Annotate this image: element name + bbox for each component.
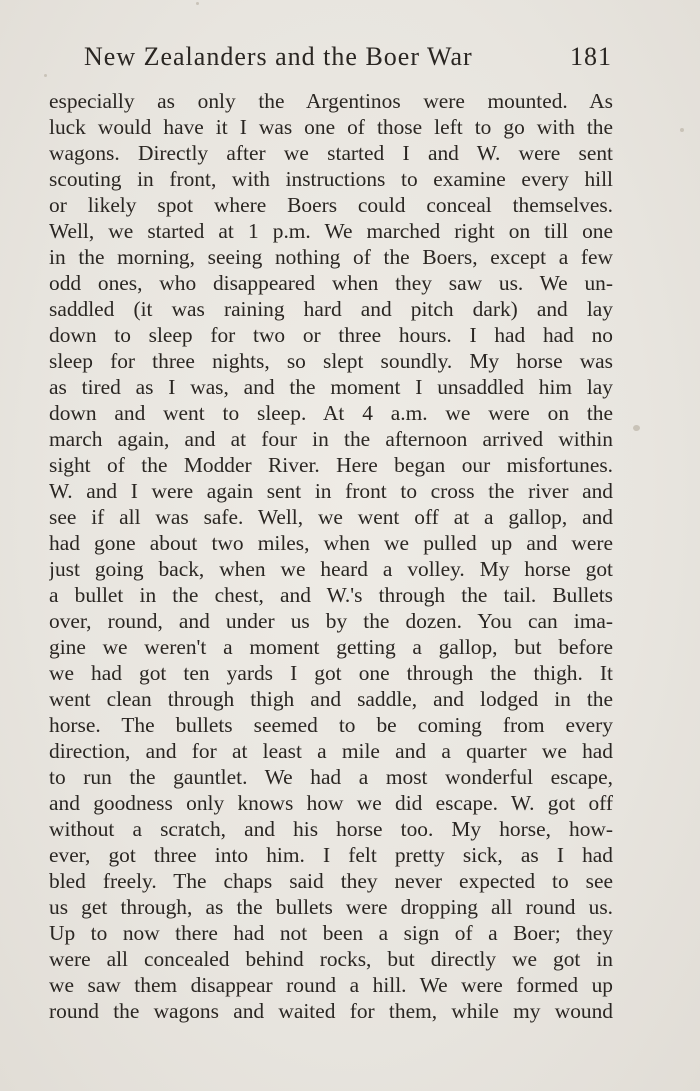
text-line: see if all was safe. Well, we went off at a gallop, and <box>49 505 613 529</box>
text-line: luck would have it I was one of those left to go with the <box>49 115 613 139</box>
paper-speck <box>196 2 199 5</box>
text-line: sleep for three nights, so slept soundly. My horse was <box>49 349 613 373</box>
text-line: gine we weren't a moment getting a gallop, but before <box>49 635 613 659</box>
page-number: 181 <box>570 42 612 71</box>
text-line: or likely spot where Boers could conceal themselves. <box>49 193 613 217</box>
text-line: went clean through thigh and saddle, and lodged in the <box>49 687 613 711</box>
text-line: a bullet in the chest, and W.'s through the tail. Bullets <box>49 583 613 607</box>
text-line: sight of the Modder River. Here began our misfortunes. <box>49 453 613 477</box>
running-title: New Zealanders and the Boer War <box>84 42 473 71</box>
text-line: were all concealed behind rocks, but directly we got in <box>49 947 613 971</box>
text-line: scouting in front, with instructions to examine every hill <box>49 167 613 191</box>
text-line: round the wagons and waited for them, while my wound <box>49 999 613 1023</box>
text-line: to run the gauntlet. We had a most wonderful escape, <box>49 765 613 789</box>
paper-speck <box>633 425 640 431</box>
text-line: horse. The bullets seemed to be coming from every <box>49 713 613 737</box>
running-head <box>84 40 612 74</box>
text-line: us get through, as the bullets were dropping all round us. <box>49 895 613 919</box>
text-line: just going back, when we heard a volley. My horse got <box>49 557 613 581</box>
text-line: wagons. Directly after we started I and W. were sent <box>49 141 613 165</box>
text-line: Up to now there had not been a sign of a Boer; they <box>49 921 613 945</box>
paper-speck <box>44 74 47 77</box>
text-line: saddled (it was raining hard and pitch dark) and lay <box>49 297 613 321</box>
text-line: and goodness only knows how we did escape. W. got off <box>49 791 613 815</box>
text-line: down and went to sleep. At 4 a.m. we were on the <box>49 401 613 425</box>
body-text <box>49 88 613 1024</box>
text-line: over, round, and under us by the dozen. You can ima- <box>49 609 613 633</box>
text-line: had gone about two miles, when we pulled up and were <box>49 531 613 555</box>
text-line: direction, and for at least a mile and a quarter we had <box>49 739 613 763</box>
text-line: W. and I were again sent in front to cross the river and <box>49 479 613 503</box>
text-line: ever, got three into him. I felt pretty sick, as I had <box>49 843 613 867</box>
text-line: odd ones, who disappeared when they saw us. We un- <box>49 271 613 295</box>
text-line: as tired as I was, and the moment I unsaddled him lay <box>49 375 613 399</box>
text-line: in the morning, seeing nothing of the Boers, except a few <box>49 245 613 269</box>
text-line: without a scratch, and his horse too. My horse, how- <box>49 817 613 841</box>
text-line: march again, and at four in the afternoon arrived within <box>49 427 613 451</box>
text-line: bled freely. The chaps said they never expected to see <box>49 869 613 893</box>
text-line: Well, we started at 1 p.m. We marched right on till one <box>49 219 613 243</box>
text-line: down to sleep for two or three hours. I had had no <box>49 323 613 347</box>
text-line: especially as only the Argentinos were mounted. As <box>49 89 613 113</box>
text-line: we saw them disappear round a hill. We were formed up <box>49 973 613 997</box>
paper-speck <box>680 128 684 132</box>
text-line: we had got ten yards I got one through the thigh. It <box>49 661 613 685</box>
